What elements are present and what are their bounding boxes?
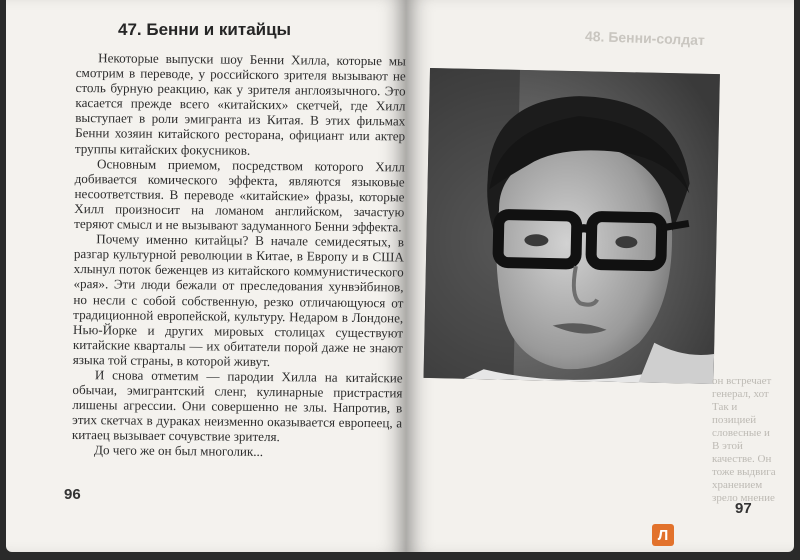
paragraph: Некоторые выпуски шоу Бенни Хилла, которые мы смотрим в переводе, у российского зрителя вызывают не столь бурную реакцию, как у зрителя англоязычного. Это касается прежде всего «китайских» скетчей, где Хилл выступает в роли эмигранта из Китая. В этих фильмах Бенни хозяин китайского ресторана, официант или актер труппы китайских фокусников. xyxy=(74,50,406,158)
running-head: 48. Бенни-солдат xyxy=(584,27,706,49)
portrait-illustration xyxy=(424,68,720,384)
paragraph: До чего же он был многолик... xyxy=(93,442,264,460)
paragraph: Почему именно китайцы? В начале семидесятых, в разгар культурной революции в Китае, в Европу и в США хлынул поток беженцев из китайского коммунистического «рая». Эти люди бежали от преследования хунвэйбинов, но несли с собой собственную, резко отличающуюся от традиционной европейской, культуру. Недаром в Лондоне, Нью-Йорке и других мировых столицах существуют китайские кварталы — их обитатели порой даже не знают языка той страны, в которой живут. xyxy=(72,231,405,369)
bleed-line: словесные и xyxy=(712,427,770,439)
bleed-line: качестве. Он xyxy=(712,453,772,465)
page-number-left: 96 xyxy=(64,486,81,503)
bleed-line: он встречает xyxy=(712,375,772,387)
left-page xyxy=(6,0,406,552)
watermark-logo-icon: Л xyxy=(652,524,674,546)
portrait-photo xyxy=(424,68,720,384)
chapter-title: 47. Бенни и китайцы xyxy=(118,20,292,39)
chapter-body xyxy=(72,50,406,461)
bleed-line: хранением xyxy=(712,479,763,491)
bleed-line: зрело мнение xyxy=(712,492,775,504)
paragraph: Основным приемом, посредством которого Хилл добивается комического эффекта, являются языковые несоответствия. В переводе «китайские» фразы, которые Хилл произносит на ломаном английском, зачастую теряют смысл и не вызывают задуманного Бенни эффекта. xyxy=(74,155,405,235)
bleed-line: В этой xyxy=(712,440,743,452)
bleed-through-text xyxy=(712,375,792,525)
bleed-line: тоже выдвига xyxy=(712,466,776,478)
paragraph: И снова отметим — пародии Хилла на китайские обычаи, эмигрантский сленг, кулинарные пристрастия лишены агрессии. Они совершенно не злы. Напротив, в этих скетчах в дураках неизменно оказывается европеец, а китаец вызывает сочувствие зрителя. xyxy=(71,367,403,445)
page-number-right: 97 xyxy=(735,500,752,517)
bleed-line: позицией xyxy=(712,414,757,426)
bleed-line: генерал, хот xyxy=(712,388,769,400)
bleed-line: Так и xyxy=(712,401,738,413)
